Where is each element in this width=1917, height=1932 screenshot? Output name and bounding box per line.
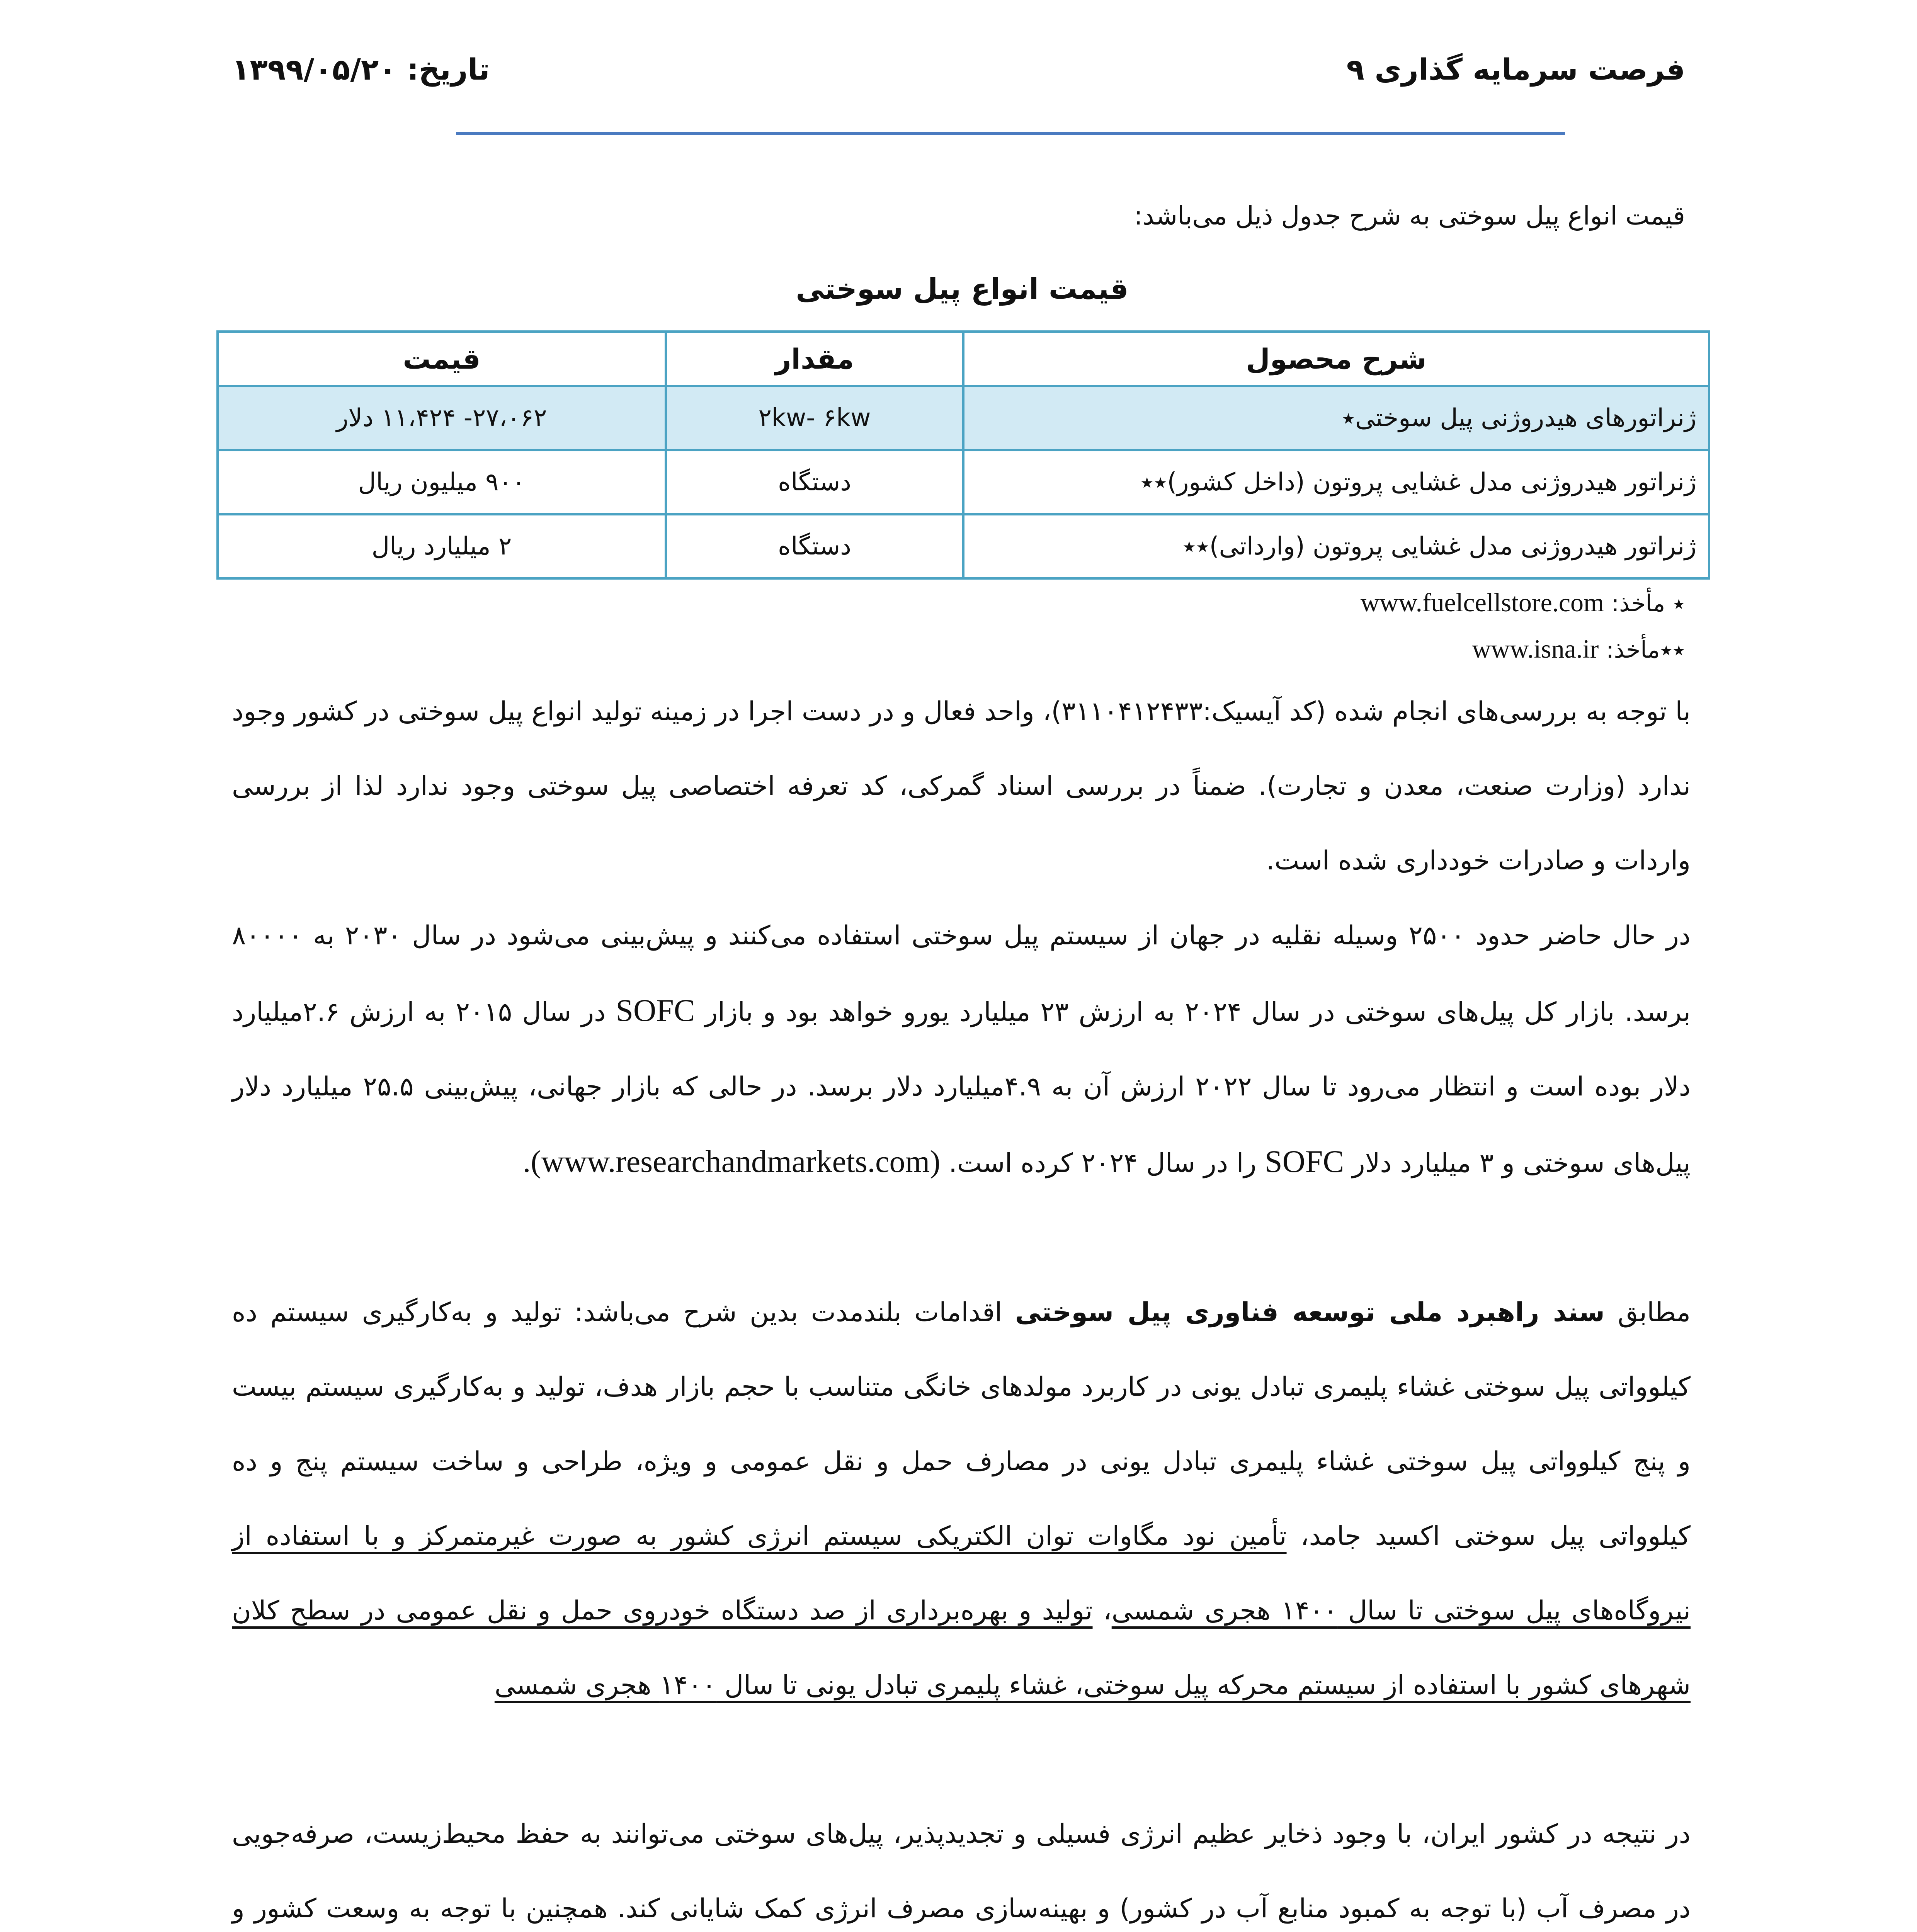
row-desc: ژنراتور هیدروژنی مدل غشایی پروتون (وارداتی)٭٭ (963, 514, 1709, 578)
row-desc: ژنراتور هیدروژنی مدل غشایی پروتون (داخل کشور)٭٭ (963, 450, 1709, 514)
row-price: ۹۰۰ میلیون ریال (218, 450, 666, 514)
sofc-term: SOFC (1264, 1144, 1344, 1179)
strategy-text-a: مطابق (1618, 1297, 1691, 1328)
row-price: ۲۷،۰۶۲- ۱۱،۴۲۴ دلار (218, 386, 666, 450)
source-label: ٭٭مأخذ: (1606, 636, 1685, 663)
source-url[interactable]: www.fuelcellstore.com (1360, 588, 1604, 617)
header-qty: مقدار (666, 332, 963, 386)
paragraph-conclusion: در نتیجه در کشور ایران، با وجود ذخایر عظیم انرژی فسیلی و تجدیدپذیر، پیل‌های سوختی می‌توانند به حفظ محیط‌زیست، صرفه‌جویی در مصرف آب (با توجه به کمبود منابع آب در کشور) و بهینه‌سازی مصرف انرژی کمک شایانی کند. همچنین با توجه به وسعت کشور و (232, 1819, 1691, 1924)
paragraph-strategy (232, 1275, 1691, 1723)
strategy-text-b: اقدامات بلندمدت بدین شرح می‌باشد: تولید و به‌کارگیری سیستم ده کیلوواتی پیل سوختی غشاء پلیمری تبادل یونی در کاربرد مولدهای خانگی متناسب با حجم بازار هدف، تولید و به‌کارگیری سیستم بیست و پنج کیلوواتی پیل سوختی غشاء پلیمری تبادل یونی در مصارف حمل و نقل عمومی و ویژه، طراحی و ساخت سیستم پنج و ده کیلوواتی پیل سوختی اکسید جامد، (232, 1297, 1691, 1551)
market-text-b: در سال ۲۰۱۵ به ارزش ۲.۶میلیارد دلار بوده است و انتظار می‌رود تا سال ۲۰۲۲ ارزش آن به ۴.۹میلیارد دلار برسد. در حالی که بازار جهانی، پیش‌بینی ۲۵.۵ میلیارد دلار پیل‌های سوختی و ۳ میلیارد دلار (232, 997, 1691, 1179)
source-note-1 (1361, 587, 1685, 618)
row-qty: ۲kw- ۶kw (666, 386, 963, 450)
source-note-2 (1472, 634, 1685, 664)
strategy-goal-1: تأمین نود مگاوات توان الکتریکی سیستم انرژی کشور به صورت غیرمتمرکز و با استفاده از نیروگاه‌های پیل سوختی تا سال ۱۴۰۰ هجری شمسی (232, 1521, 1691, 1626)
source-url[interactable]: www.isna.ir (1472, 634, 1599, 663)
paragraph-isic: با توجه به بررسی‌های انجام شده (کد آیسیک:۳۱۱۰۴۱۲۴۳۳)، واحد فعال و در دست اجرا در زمینه تولید انواع پیل سوختی در کشور وجود ندارد (وزارت صنعت، معدن و تجارت). ضمناً در بررسی اسناد گمرکی، کد تعرفه اختصاصی پیل سوختی وجود ندارد لذا از بررسی واردات و صادرات خودداری شده است. (232, 696, 1691, 876)
row-price: ۲ میلیارد ریال (218, 514, 666, 578)
strategy-goal-2: تولید و بهره‌برداری از صد دستگاه خودروی حمل و نقل عمومی در سطح کلان شهرهای کشور با استفاده از سیستم محرکه پیل سوختی، غشاء پلیمری تبادل یونی تا سال ۱۴۰۰ هجری شمسی (232, 1595, 1691, 1701)
market-source-link[interactable]: (www.researchandmarkets.com). (522, 1144, 941, 1179)
table-intro-text: قیمت انواع پیل سوختی به شرح جدول ذیل می‌باشد: (1134, 201, 1685, 231)
table-row (218, 450, 1709, 514)
price-table (216, 330, 1710, 580)
row-qty: دستگاه (666, 514, 963, 578)
table-row (218, 514, 1709, 578)
source-label: ٭ مأخذ: (1611, 590, 1685, 617)
header-date: تاریخ: ۱۳۹۹/۰۵/۲۰ (232, 52, 490, 87)
table-caption: قیمت انواع پیل سوختی (796, 272, 1129, 306)
table-row (218, 386, 1709, 450)
sofc-term: SOFC (616, 993, 695, 1028)
paragraph-market (232, 898, 1691, 1201)
header-divider (456, 132, 1565, 135)
row-qty: دستگاه (666, 450, 963, 514)
strategy-document-title: سند راهبرد ملی توسعه فناوری پیل سوختی (1015, 1297, 1605, 1328)
table-header-row (218, 332, 1709, 386)
header-title: فرصت سرمایه گذاری ۹ (1346, 52, 1685, 87)
strategy-separator: ، (1092, 1595, 1112, 1626)
header-price: قیمت (218, 332, 666, 386)
row-desc: ژنراتورهای هیدروژنی پیل سوختی٭ (963, 386, 1709, 450)
market-text-a: در حال حاضر حدود ۲۵۰۰ وسیله نقلیه در جهان از سیستم پیل سوختی استفاده می‌کنند و پیش‌بینی می‌شود در سال ۲۰۳۰ به ۸۰۰۰۰ برسد. بازار کل پیل‌های سوختی در سال ۲۰۲۴ به ارزش ۲۳ میلیارد یورو خواهد بود و بازار (232, 920, 1691, 1027)
header-desc: شرح محصول (963, 332, 1709, 386)
market-text-c: را در سال ۲۰۲۴ کرده است. (949, 1148, 1257, 1179)
